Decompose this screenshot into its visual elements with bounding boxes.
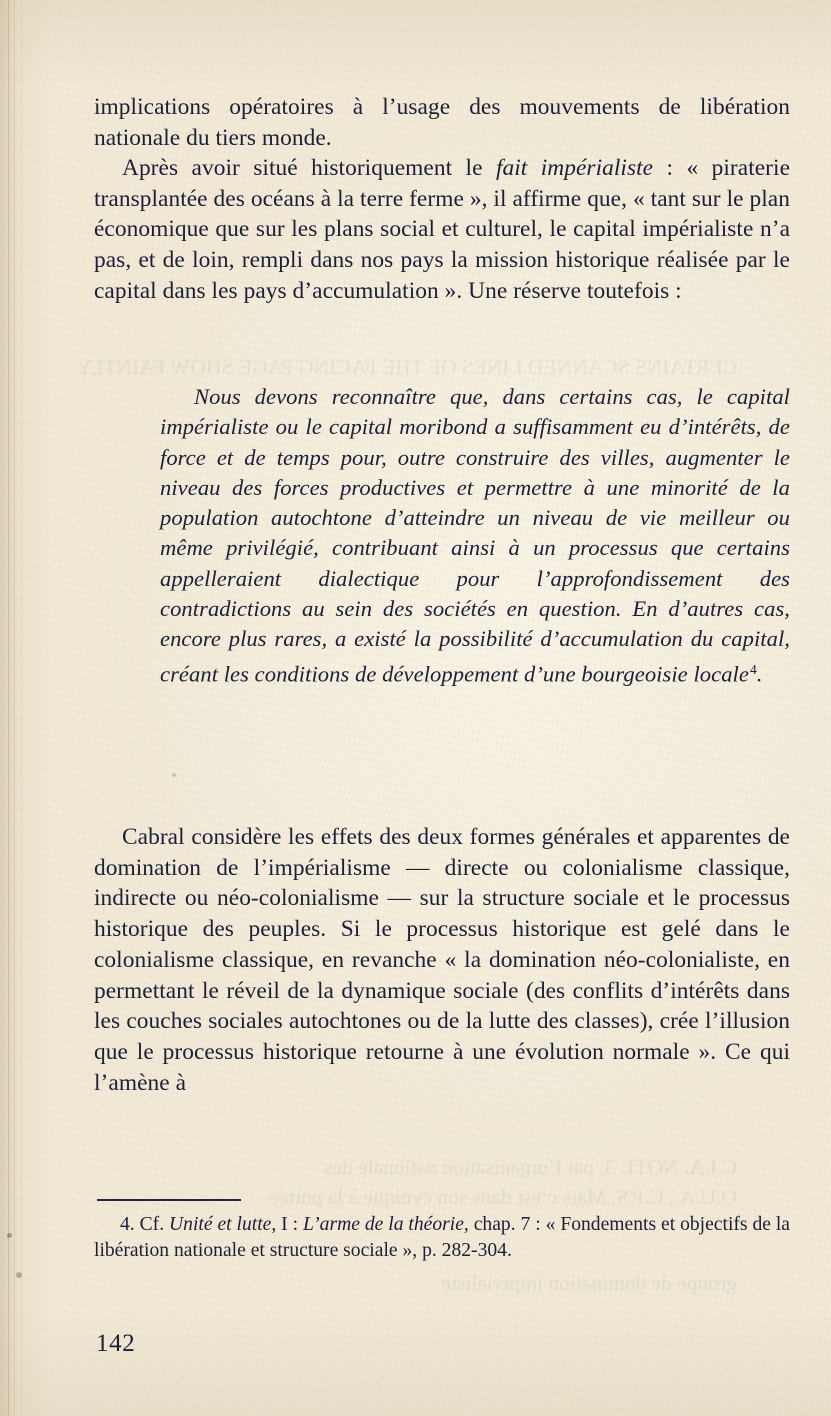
bleedthrough-text-4: groupe de domination impérialiste — [441, 1271, 737, 1295]
gutter-line — [21, 0, 22, 1416]
footnote-separator-rule — [97, 1199, 241, 1201]
paper-speck — [7, 1233, 12, 1238]
paragraph-text — [94, 153, 790, 307]
bleedthrough-text-3: O.U.A., C.P.S. Mais c’est dans son cynique à la portée — [268, 1185, 737, 1209]
bleedthrough-text-2: C.I.A. NOTE 3. par l’organisation nationale des — [324, 1155, 737, 1179]
body-paragraph-2 — [94, 153, 790, 307]
footnote-text — [94, 1212, 790, 1265]
page-number-folio: 142 — [96, 1330, 136, 1357]
paragraph-2-part-2: : « piraterie transplantée des océans à la terre ferme », il affirme que, « tant sur le plan économique que sur les plans social et culturel, le capital impérialiste n’a pas, et de loin, rempli dans nos pays la mission historique réalisée par le capital dans les pays d’accumulation ». Une réserve toutefois : — [94, 155, 790, 304]
footnote — [94, 1212, 790, 1265]
body-paragraph-3 — [94, 822, 790, 1098]
gutter-line — [8, 0, 9, 1416]
footnote-suffix: , chap. 7 : « Fondements et objectifs de la libération nationale et structure sociale », p. 282-304. — [94, 1214, 790, 1262]
paragraph-2-part-1: Après avoir situé historiquement le — [122, 155, 496, 181]
quotation-body: Nous devons reconnaître que, dans certains cas, le capital impérialiste ou le capital moribond a suffisamment eu d’intérêts, de force et de temps pour, outre construire des villes, augmenter le niveau des forces productives et permettre à une minorité de la population autochtone d’atteindre un niveau de vie meilleur ou même privilégié, contribuant ainsi à un processus que certains appelleraient dialectique pour l’approfondissement des contradictions au sein des sociétés en question. En d’autres cas, encore plus rares, a existé la possibilité d’accumulation du capital, créant les conditions de développement d’une bourgeoisie locale — [160, 384, 790, 687]
paragraph-text: implications opératoires à l’usage des mouvements de libération nationale du tiers monde. — [94, 94, 790, 151]
body-paragraph-1 — [94, 92, 790, 153]
quotation-final-period: . — [756, 661, 763, 687]
footnote-title-unite-et-lutte: Unité et lutte — [169, 1214, 272, 1235]
footnote-number: 4. — [120, 1214, 135, 1235]
block-quotation — [160, 382, 790, 689]
gutter-line — [14, 0, 15, 1416]
footnote-middle: , I : — [271, 1214, 303, 1235]
paragraph-text: Cabral considère les effets des deux formes générales et apparentes de domination de l’impérialisme — directe ou colonialisme classique, indirecte ou néo-colonialisme — sur la structure sociale et le processus historique des peuples. Si le processus historique est gelé dans le colonialisme classique, en revanche « la domination néo-colonialiste, en permettant le réveil de la dynamique sociale (des conflits d’intérêts dans les couches sociales autochtones ou de la lutte des classes), crée l’illusion que le processus historique retourne à une évolution normale ». Ce qui l’amène à — [94, 824, 790, 1096]
footnote-reference-marker[interactable]: 4 — [749, 661, 757, 677]
footnote-prefix: Cf. — [134, 1214, 170, 1235]
bleedthrough-text-1: CERTAINS SCANNED LINES OF THE FACING PAGE SHOW FAINTLY — [76, 355, 737, 379]
emphasis-fait-imperialiste: fait impérialiste — [495, 155, 654, 181]
paper-speck — [172, 773, 176, 777]
footnote-title-larme-de-la-theorie: L’arme de la théorie — [302, 1214, 464, 1235]
quotation-text — [160, 382, 790, 689]
paper-speck — [16, 1272, 22, 1278]
